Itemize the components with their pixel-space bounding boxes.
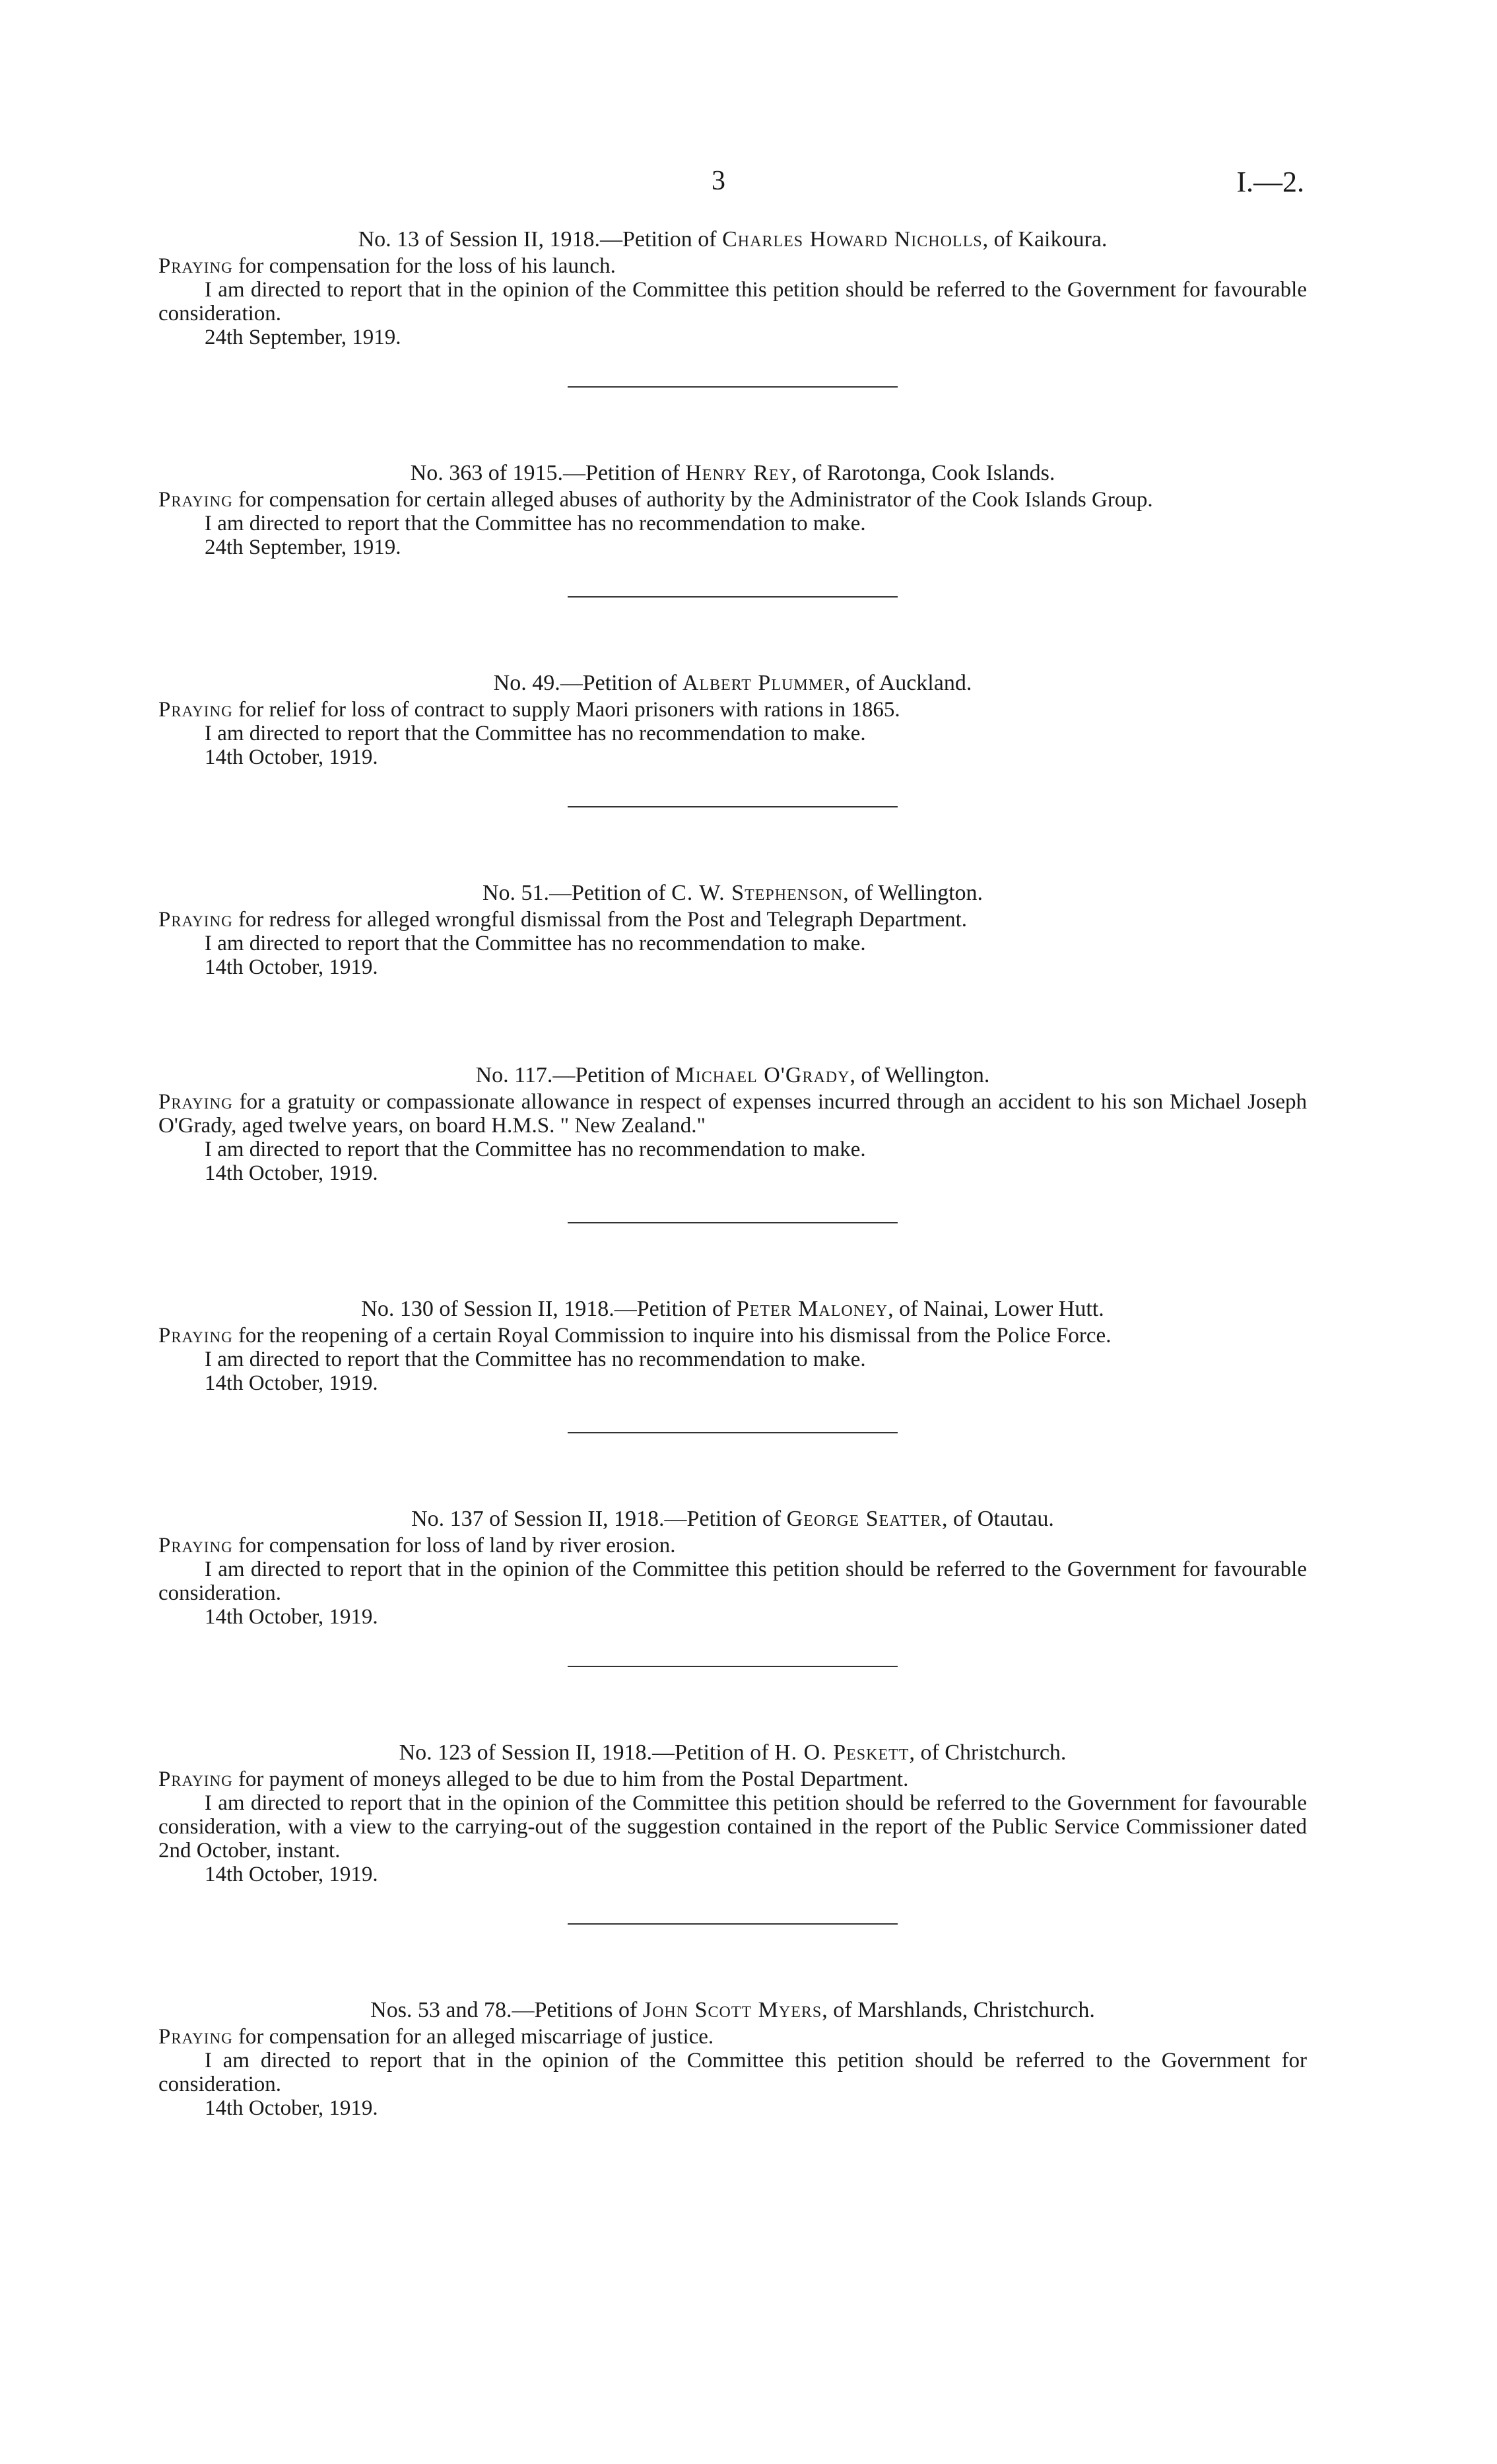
petitioner-name: Henry Rey: [685, 461, 791, 485]
petitioner-name: John Scott Myers: [642, 1998, 822, 2022]
committee-report: I am directed to report that in the opinion of the Committee this petition should be referred to the Government for favourable consideration.: [158, 278, 1307, 325]
committee-report: I am directed to report that the Committee has no recommendation to make.: [205, 1348, 866, 1371]
petition-entry: [158, 881, 1307, 979]
section-divider: [568, 1923, 898, 1925]
committee-report: I am directed to report that the Committee has no recommendation to make.: [205, 512, 866, 535]
petitioner-name: George Seatter: [786, 1507, 942, 1531]
petitioner-name: Michael O'Grady: [675, 1063, 850, 1087]
petition-entry: [158, 462, 1307, 559]
section-divider: [568, 1432, 898, 1433]
petitioner-name: Peter Maloney: [736, 1297, 888, 1321]
petition-entry: [158, 1999, 1307, 2120]
petitioner-name: H. O. Peskett: [774, 1740, 910, 1765]
report-date: 14th October, 1919.: [205, 1371, 378, 1395]
page-number: 3: [712, 166, 725, 196]
petition-prayer: Praying for compensation for the loss of his launch.: [158, 254, 616, 278]
petition-prayer: Praying for the reopening of a certain Royal Commission to inquire into his dismissal from the Police Force.: [158, 1324, 1112, 1348]
petitioner-name: Albert Plummer: [682, 671, 845, 695]
petition-prayer: Praying for compensation for certain alleged abuses of authority by the Administrator of the Cook Islands Group.: [158, 488, 1153, 512]
committee-report: I am directed to report that the Committee has no recommendation to make.: [205, 1138, 866, 1161]
petition-prayer: Praying for a gratuity or compassionate allowance in respect of expenses incurred through an accident to his son Michael Joseph O'Grady, aged twelve years, on board H.M.S. " New Zealand.": [158, 1090, 1307, 1138]
petition-title: No. 51.—Petition of C. W. Stephenson, of Wellington.: [482, 881, 983, 905]
committee-report: I am directed to report that the Committee has no recommendation to make.: [205, 722, 866, 745]
report-date: 14th October, 1919.: [205, 745, 378, 769]
petition-title: No. 363 of 1915.—Petition of Henry Rey, of Rarotonga, Cook Islands.: [410, 461, 1055, 485]
petition-title: No. 49.—Petition of Albert Plummer, of Auckland.: [493, 671, 972, 695]
petition-entry: [158, 228, 1307, 349]
page-header: [0, 165, 1497, 205]
section-divider: [568, 386, 898, 388]
section-gap: [158, 979, 1307, 1064]
section-divider: [568, 596, 898, 598]
committee-report: I am directed to report that the Committee has no recommendation to make.: [205, 932, 866, 955]
report-date: 24th September, 1919.: [205, 535, 401, 559]
petitioner-name: C. W. Stephenson: [671, 881, 844, 905]
petition-title: No. 137 of Session II, 1918.—Petition of George Seatter, of Otautau.: [411, 1507, 1054, 1531]
petition-title: No. 123 of Session II, 1918.—Petition of H. O. Peskett, of Christchurch.: [399, 1740, 1067, 1765]
committee-report: I am directed to report that in the opinion of the Committee this petition should be referred to the Government for favourable consideration, with a view to the carrying-out of the suggestion contained in the report of the Public Service Commissioner dated 2nd October, instant.: [158, 1791, 1307, 1863]
section-divider: [568, 1666, 898, 1667]
petition-prayer: Praying for relief for loss of contract to supply Maori prisoners with rations in 1865.: [158, 698, 900, 722]
petition-title: No. 13 of Session II, 1918.—Petition of Charles Howard Nicholls, of Kaikoura.: [358, 227, 1108, 252]
petition-prayer: Praying for redress for alleged wrongful dismissal from the Post and Telegraph Department.: [158, 908, 968, 932]
committee-report: I am directed to report that in the opinion of the Committee this petition should be referred to the Government for consideration.: [158, 2049, 1307, 2096]
committee-report: I am directed to report that in the opinion of the Committee this petition should be referred to the Government for favourable consideration.: [158, 1557, 1307, 1605]
report-date: 14th October, 1919.: [205, 1863, 378, 1886]
petition-entry: [158, 671, 1307, 769]
petitions-list: [158, 228, 1307, 2120]
petition-entry: [158, 1741, 1307, 1886]
section-divider: [568, 806, 898, 807]
petition-prayer: Praying for compensation for an alleged miscarriage of justice.: [158, 2025, 714, 2049]
report-date: 14th October, 1919.: [205, 1161, 378, 1185]
petition-title: Nos. 53 and 78.—Petitions of John Scott Myers, of Marshlands, Christchurch.: [370, 1998, 1095, 2022]
report-date: 14th October, 1919.: [205, 2096, 378, 2120]
section-divider: [568, 1222, 898, 1223]
petition-title: No. 130 of Session II, 1918.—Petition of Peter Maloney, of Nainai, Lower Hutt.: [361, 1297, 1104, 1321]
report-date: 24th September, 1919.: [205, 325, 401, 349]
petition-entry: [158, 1507, 1307, 1629]
petition-entry: [158, 1064, 1307, 1185]
petition-title: No. 117.—Petition of Michael O'Grady, of Wellington.: [475, 1063, 990, 1087]
petitioner-name: Charles Howard Nicholls: [722, 227, 983, 252]
report-date: 14th October, 1919.: [205, 955, 378, 979]
report-date: 14th October, 1919.: [205, 1605, 378, 1629]
document-reference: I.—2.: [1236, 166, 1304, 198]
petition-entry: [158, 1297, 1307, 1395]
petition-prayer: Praying for payment of moneys alleged to be due to him from the Postal Department.: [158, 1767, 909, 1791]
petition-prayer: Praying for compensation for loss of land by river erosion.: [158, 1534, 676, 1557]
